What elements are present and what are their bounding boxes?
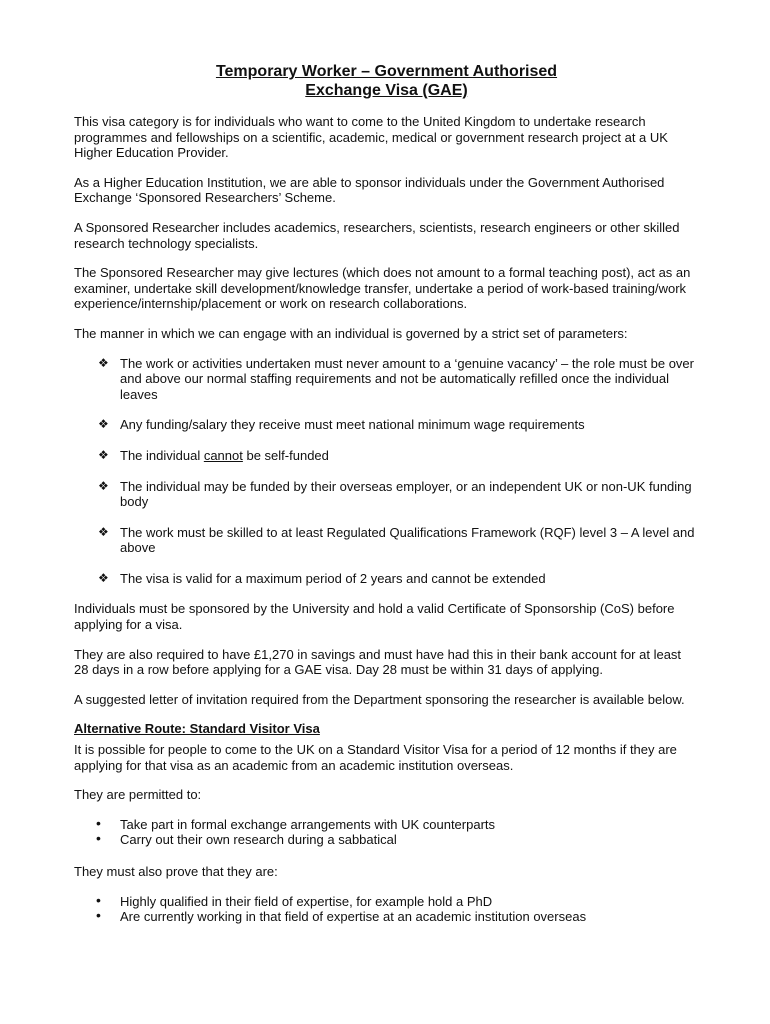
list-item [74, 525, 699, 556]
bullet-icon: • [96, 907, 101, 924]
list-item [74, 479, 699, 510]
document-body [74, 62, 699, 941]
list-item-text: Highly qualified in their field of expertise, for example hold a PhD [120, 893, 493, 909]
bullet-icon: • [96, 830, 101, 847]
list-item [74, 571, 699, 587]
list-item-text: The individual may be funded by their overseas employer, or an independent UK or non-UK funding body [120, 478, 692, 510]
diamond-bullet-icon: ❖ [98, 355, 109, 370]
list-item-text: Carry out their own research during a sabbatical [120, 832, 397, 848]
list-item-text: Are currently working in that field of expertise at an academic institution overseas [120, 909, 587, 925]
list-item-text: Take part in formal exchange arrangements with UK counterparts [120, 816, 496, 832]
parameters-intro: The manner in which we can engage with an individual is governed by a strict set of parameters: [74, 325, 628, 341]
list-item [74, 891, 699, 910]
bullet-icon: • [96, 891, 101, 908]
diamond-bullet-icon: ❖ [98, 447, 109, 462]
list-item [74, 356, 699, 403]
list-item [74, 909, 699, 925]
list-item-text-prefix: The individual [120, 447, 204, 463]
sponsorship-paragraph: Individuals must be sponsored by the University and hold a valid Certificate of Sponsorship (CoS) before applying for a visa. [74, 601, 675, 633]
permitted-intro: They are permitted to: [74, 787, 202, 803]
list-item [74, 814, 699, 833]
diamond-bullet-icon: ❖ [98, 524, 109, 539]
diamond-bullet-icon: ❖ [98, 570, 109, 585]
diamond-bullet-icon: ❖ [98, 478, 109, 493]
list-item [74, 448, 699, 464]
intro-paragraph: A Sponsored Researcher includes academics, researchers, scientists, research engineers or other skilled research technology specialists. [74, 219, 680, 251]
list-item [74, 832, 699, 848]
invitation-paragraph: A suggested letter of invitation required from the Department sponsoring the researcher is available below. [74, 691, 685, 707]
parameters-list [74, 356, 699, 587]
list-item-text: The work must be skilled to at least Regulated Qualifications Framework (RQF) level 3 – A level and above [120, 524, 695, 556]
list-item-text: The work or activities undertaken must never amount to a ‘genuine vacancy’ – the role must be over and above our normal staffing requirements and not be automatically refilled once the individual leaves [120, 355, 694, 402]
title-line-1: Temporary Worker – Government Authorised [215, 63, 558, 80]
savings-paragraph: They are also required to have £1,270 in savings and must have had this in their bank account for at least 28 days in a row before applying for a GAE visa. Day 28 must be within 31 days of applying. [74, 646, 682, 678]
prove-list [74, 891, 699, 925]
title-line-2: Exchange Visa (GAE) [305, 82, 468, 99]
diamond-bullet-icon: ❖ [98, 417, 109, 432]
bullet-icon: • [96, 814, 101, 831]
list-item-text: Any funding/salary they receive must meet national minimum wage requirements [120, 417, 585, 433]
list-item-text-suffix: be self-funded [242, 447, 329, 463]
list-item-emphasis: cannot [203, 447, 243, 463]
list-item [74, 417, 699, 433]
intro-paragraph: The Sponsored Researcher may give lectures (which does not amount to a formal teaching post), act as an examiner, undertake skill development/knowledge transfer, undertake a period of work-based training/work experience/internship/placement or work on research collaborations. [74, 265, 691, 312]
intro-paragraph: This visa category is for individuals who want to come to the United Kingdom to undertake research programmes and fellowships on a scientific, academic, medical or government research project at a UK Higher Education Provider. [74, 114, 668, 161]
document-title [74, 62, 699, 100]
prove-intro: They must also prove that they are: [74, 864, 278, 879]
list-item-text: The visa is valid for a maximum period of 2 years and cannot be extended [120, 570, 546, 586]
permitted-list [74, 814, 699, 848]
alternative-route-heading: Alternative Route: Standard Visitor Visa [74, 721, 320, 737]
intro-paragraph: As a Higher Education Institution, we are able to sponsor individuals under the Government Authorised Exchange ‘Sponsored Researchers’ Scheme. [74, 174, 665, 206]
alternative-intro: It is possible for people to come to the UK on a Standard Visitor Visa for a period of 12 months if they are applying for that visa as an academic from an academic institution overseas. [74, 742, 677, 773]
